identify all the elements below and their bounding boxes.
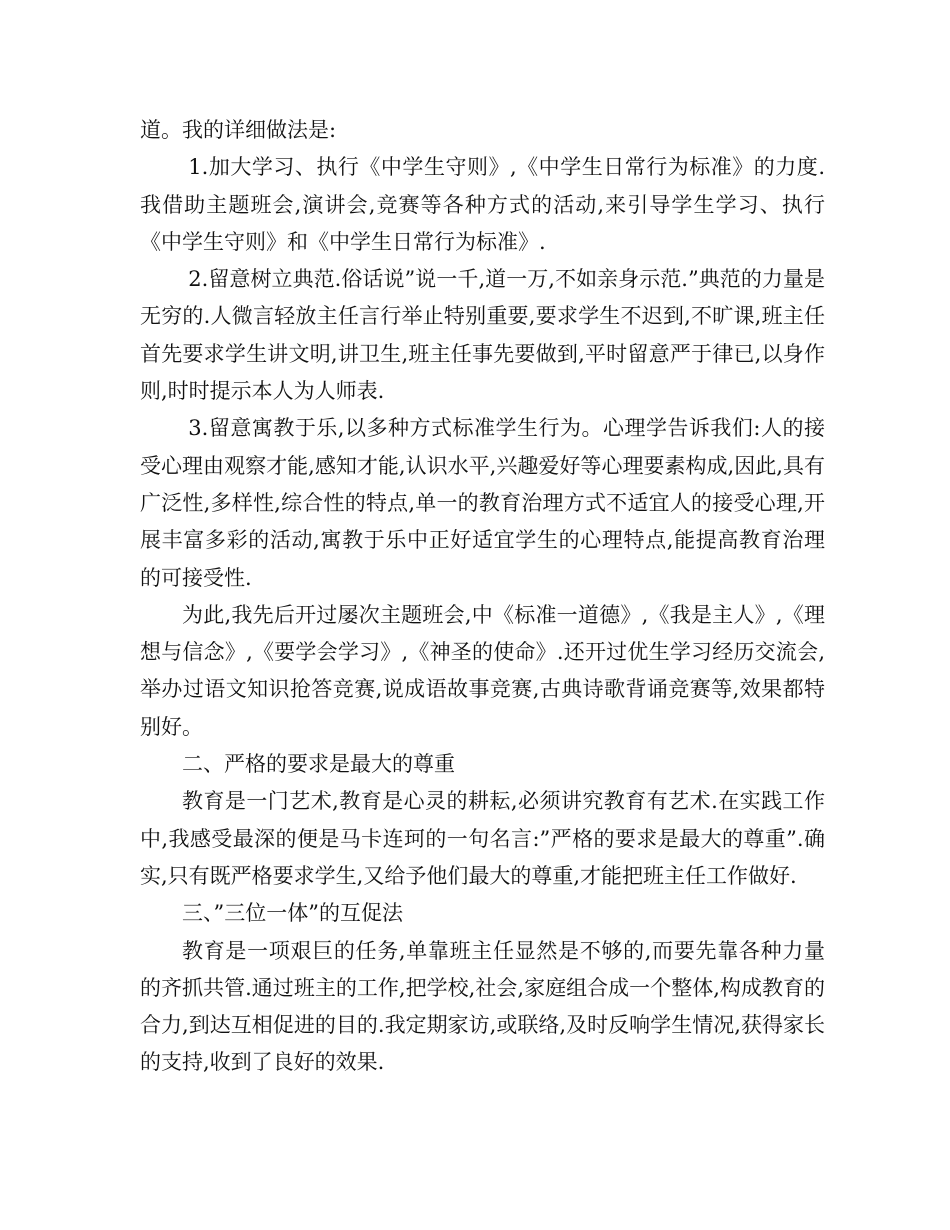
paragraph-item-3: 3.留意寓教于乐,以多种方式标准学生行为。心理学告诉我们:人的接受心理由观察才能,感知才能,认识水平,兴趣爱好等心理要素构成,因此,具有广泛性,多样性,综合性的特点,单一的教育治理方式不适宜人的接受心理,开展丰富多彩的活动,寓教于乐中正好适宜学生的心理特点,能提高教育治理的可接受性.	[140, 416, 825, 590]
paragraph-respect: 教育是一门艺术,教育是心灵的耕耘,必须讲究教育有艺术.在实践工作中,我感受最深的便是马卡连珂的一句名言:”严格的要求是最大的尊重”.确实,只有既严格要求学生,又给予他们最大的尊重,才能把班主任工作做好.	[140, 789, 825, 888]
section-heading-3: 三、”三位一体”的互促法	[182, 901, 403, 926]
document-body	[140, 112, 825, 1082]
paragraph-continuation: 道。我的详细做法是:	[140, 118, 337, 142]
section-heading-2: 二、严格的要求是最大的尊重	[182, 752, 455, 777]
paragraph-item-1: 1.加大学习、执行《中学生守则》,《中学生日常行为标准》的力度.我借助主题班会,演讲会,竞赛等各种方式的活动,来引导学生学习、执行《中学生守则》和《中学生日常行为标准》.	[140, 155, 825, 254]
paragraph-item-2: 2.留意树立典范.俗话说”说一千,道一万,不如亲身示范.”典范的力量是无穷的.人微言轻放主任言行举止特别重要,要求学生不迟到,不旷课,班主任首先要求学生讲文明,讲卫生,班主任事先要做到,平时留意严于律已,以身作则,时时提示本人为人师表.	[140, 267, 825, 404]
paragraph-cooperation: 教育是一项艰巨的任务,单靠班主任显然是不够的,而要先靠各种力量的齐抓共管.通过班主的工作,把学校,社会,家庭组合成一个整体,构成教育的合力,到达互相促进的目的.我定期家访,或联络,及时反响学生情况,获得家长的支持,收到了良好的效果.	[140, 938, 825, 1075]
paragraph-activities: 为此,我先后开过屡次主题班会,中《标准一道德》,《我是主人》,《理想与信念》,《要学会学习》,《神圣的使命》.还开过优生学习经历交流会,举办过语文知识抢答竞赛,说成语故事竞赛,古典诗歌背诵竞赛等,效果都特别好。	[140, 602, 825, 739]
